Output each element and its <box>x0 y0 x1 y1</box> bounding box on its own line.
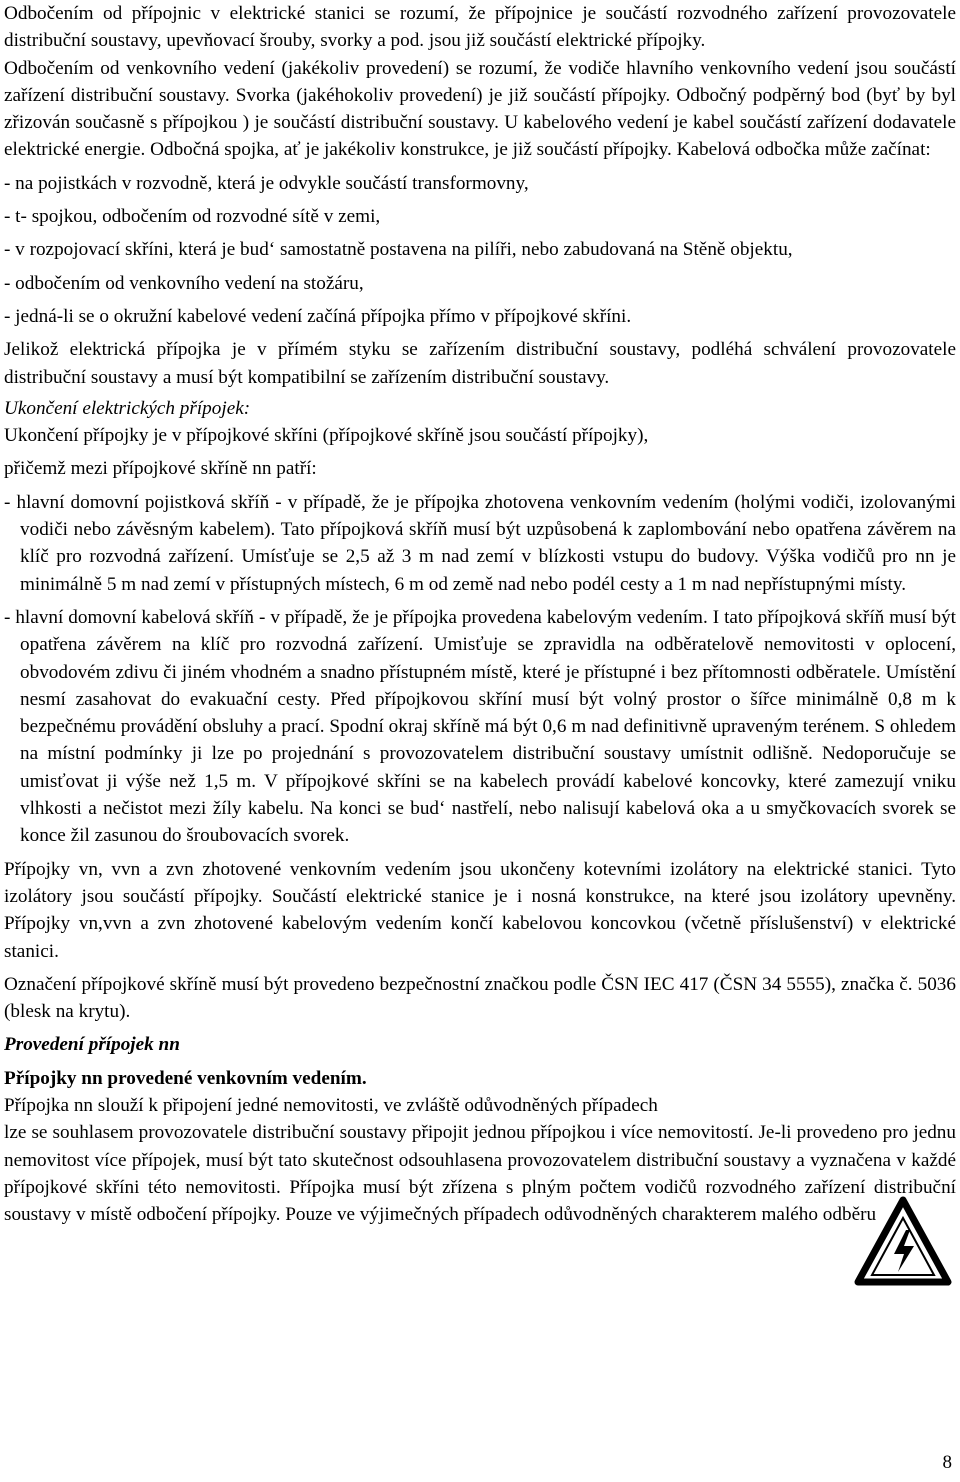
list-item: - t- spojkou, odbočením od rozvodné sítě v zemi, <box>4 206 381 228</box>
list-item: - v rozpojovací skříni, která je bud‘ samostatně postavena na pilíři, nebo zabudovaná na Stěně objektu, <box>4 239 793 261</box>
list-item: - jedná-li se o okružní kabelové vedení začíná přípojka přímo v přípojkové skříni. <box>4 305 632 327</box>
paragraph-3: Jelikož elektrická přípojka je v přímém styku se zařízením distribuční soustavy, podléhá schválení provozovatele distribuční soustavy a musí být kompatibilní se zařízením distribuční soustavy. <box>4 339 956 388</box>
paragraph-6: Přípojky vn, vvn a zvn zhotovené venkovním vedením jsou ukončeny kotevními izolátory na elektrické stanici. Tyto izolátory jsou součástí přípojky. Součástí elektrické stanice je i nosná konstrukce, na které jsou izolátory upevněny. Přípojky vn,vvn a zvn zhotovené kabelovým vedením končí kabelovou koncovkou (včetně příslušenství) v elektrické stanici. <box>4 858 956 962</box>
connection-box-list <box>4 489 956 850</box>
paragraph-2: Odbočením od venkovního vedení (jakékoliv provedení) se rozumí, že vodiče hlavního venkovního vedení jsou součástí zařízení distribuční soustavy. Svorka (jakéhokoliv provedení) je již součástí přípojky. Odbočný podpěrný bod (byť by byl zřizován současně s přípojkou ) je součástí distribuční soustavy. U kabelového vedení je kabel součástí zařízení dodavatele elektrické energie. Odbočná spojka, ať je jakékoliv konstrukce, je již součástí přípojky. Kabelová odbočka může začínat: <box>4 57 956 161</box>
paragraph-8: lze se souhlasem provozovatele distribuční soustavy připojit jednou přípojkou i více nemovitostí. Je-li provedeno pro jednu nemovitost více přípojek, musí být tato skutečnost odsouhlasena provozovatelem distribuční soustavy a vyznačena v každé přípojkové skříni této nemovitosti. Přípojka musí být zřízena s plným počtem vodičů rozvodného zařízení distribuční soustavy v místě odbočení přípojky. Pouze ve výjimečných případech odůvodněných charakterem malého odběru <box>4 1122 956 1226</box>
paragraph-5: přičemž mezi přípojkové skříně nn patří: <box>4 458 317 480</box>
list-item: - na pojistkách v rozvodně, která je odvykle součástí transformovny, <box>4 172 529 194</box>
list-item: - odbočením od venkovního vedení na stožáru, <box>4 272 364 294</box>
document-page <box>4 0 956 1228</box>
list-item: - hlavní domovní kabelová skříň - v případě, že je přípojka provedena kabelovým vedením. I tato přípojková skříň musí být opatřena závěrem na klíč pro rozvodná zařízení. Umisťuje se zpravidla na odběratelově nemovitosti v oplocení, obvodovém zdivu či jiném vhodném a snadno přístupném místě, které je přístupné i bez přítomnosti odběratele. Umístění nesmí zasahovat do evakuační cesty. Před přípojkovou skříní musí být volný prostor o šířce minimálně 0,8 m k bezpečnému provádění obsluhy a prací. Spodní okraj skříně má být 0,6 m nad definitivně upraveným terénem. S ohledem na místní podmínky ji lze po projednání s provozovatelem distribuční soustavy umístnit odlišně. Nedoporučuje se umisťovat ji výše než 1,5 m. V přípojkové skříni se na kabelech provádí kabelové koncovky, které zamezují vniku vlhkosti a nečistot mezi žíly kabelu. Na konci se bud‘ nastřelí, nebo nalisují kabelová oka a u smyčkovacích svorek se konce žil zasunou do šroubovacích svorek. <box>4 606 956 847</box>
list-item: - hlavní domovní pojistková skříň - v případě, že je přípojka zhotovena venkovním vedením (holými vodiči, izolovanými vodiči nebo závěsným kabelem). Tato přípojková skříň musí být uzpůsobená k zaplombování nebo opatřena závěrem na klíč pro rozvodná zařízení. Umísťuje se 2,5 až 3 m nad zemí v blízkosti vstupu do budovy. Výška vodičů pro nn je minimálně 5 m nad zemí v přístupných místech, 6 m od země nad nebo podél cesty a 1 m nad nepřístupnými místy. <box>4 491 956 595</box>
cable-branch-list <box>4 170 956 330</box>
section-heading-termination: Ukončení elektrických přípojek: <box>4 397 251 419</box>
paragraph-7: Označení přípojkové skříně musí být provedeno bezpečnostní značkou podle ČSN IEC 417 (ČSN 34 5555), značka č. 5036 (blesk na krytu). <box>4 973 956 1023</box>
high-voltage-warning-icon <box>854 1196 952 1286</box>
page-number: 8 <box>942 1452 952 1473</box>
paragraph-1: Odbočením od přípojnic v elektrické stanici se rozumí, že přípojnice je součástí rozvodného zařízení provozovatele distribuční soustavy, upevňovací šrouby, svorky a pod. jsou již součástí elektrické přípojky. <box>4 3 956 52</box>
paragraph-4: Ukončení přípojky je v přípojkové skříni (přípojkové skříně jsou součástí přípojky), <box>4 425 649 447</box>
section-heading-nn: Provedení přípojek nn <box>4 1034 180 1056</box>
paragraph-8-line-1: Přípojka nn slouží k připojení jedné nemovitosti, ve zvláště odůvodněných případech <box>4 1094 658 1116</box>
subsection-heading-overhead: Přípojky nn provedené venkovním vedením. <box>4 1067 367 1089</box>
